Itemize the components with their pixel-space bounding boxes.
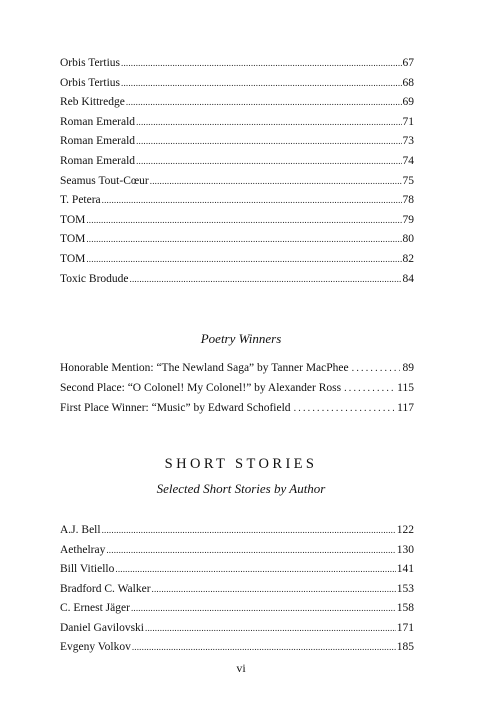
page-number: 80 [402,233,414,246]
page-number: 74 [402,155,414,167]
toc-entry [60,380,414,396]
author-name: TOM [60,233,86,246]
toc-entry [60,231,414,247]
toc-entry [60,400,414,416]
author-name: Toxic Brodude [60,272,129,285]
author-name: Seamus Tout-Cœur [60,174,149,187]
dot-leader [86,231,401,247]
dot-leader [136,153,401,169]
author-name: Evgeny Volkov [60,641,131,653]
dot-leader [294,401,395,417]
dot-leader [86,251,401,267]
dot-leader [352,361,400,377]
author-name: TOM [60,213,86,226]
page-number: 122 [396,524,414,536]
dot-leader [132,639,396,655]
author-name: C. Ernest Jäger [60,602,130,614]
author-name: Reb Kittredge [60,96,125,109]
page-number: 67 [402,57,414,69]
page-number: 71 [402,115,414,128]
dot-leader [344,381,394,397]
page-number: 75 [402,174,414,187]
toc-entry [60,192,414,208]
entry-text: Second Place: “O Colonel! My Colonel!” by Alexander Ross [60,382,342,394]
dot-leader [136,114,401,130]
author-name: Orbis Tertius [60,57,120,69]
page-number: 153 [396,582,414,595]
dot-leader [136,133,401,149]
author-name: TOM [60,253,86,265]
short-stories-subheading: Selected Short Stories by Author [156,481,326,496]
page-number: 68 [402,76,414,89]
page-number: 115 [397,382,414,394]
toc-entry [60,153,414,169]
author-name: Roman Emerald [60,115,136,128]
dot-leader [106,542,395,558]
page-number: 130 [396,543,414,556]
entry-text: Honorable Mention: “The Newland Saga” by Tanner MacPhee [60,362,349,374]
toc-entry [60,620,414,636]
page-number: 78 [402,194,414,207]
page-number: 73 [402,135,414,148]
dot-leader [131,600,396,616]
page-number: 69 [402,96,414,109]
toc-entry [60,212,414,228]
poetry-winners-heading: Poetry Winners [200,331,282,346]
toc-entry [60,94,414,110]
dot-leader [102,192,402,208]
dot-leader [121,75,402,91]
page-number: 158 [396,602,414,614]
dot-leader [86,212,401,228]
author-name: Roman Emerald [60,155,136,167]
page-number: 185 [396,641,414,653]
page-number: 82 [402,253,414,265]
author-name: Bill Vitiello [60,563,115,575]
dot-leader [115,561,395,577]
page-number: 79 [402,213,414,226]
dot-leader [145,620,396,636]
author-name: Daniel Gavilovski [60,621,144,634]
dot-leader [102,522,396,538]
toc-entry [60,133,414,149]
author-name: Aethelray [60,543,106,556]
toc-entry [60,542,414,558]
page-number: 171 [396,621,414,634]
toc-entry [60,55,414,71]
toc-entry [60,600,414,616]
toc-entry [60,271,414,287]
toc-entry [60,75,414,91]
author-name: T. Petera [60,194,101,207]
toc-entry [60,173,414,189]
dot-leader [121,55,402,71]
toc-entry [60,639,414,655]
author-name: Roman Emerald [60,135,136,148]
author-name: A.J. Bell [60,524,101,536]
short-stories-heading: SHORT STORIES [164,456,318,472]
page-number: 89 [402,362,414,374]
toc-entry [60,581,414,597]
toc-entry [60,251,414,267]
dot-leader [126,94,402,110]
dot-leader [130,271,402,287]
author-name: Orbis Tertius [60,76,120,89]
dot-leader [150,173,402,189]
page-number: 84 [402,272,414,285]
page-number: 117 [397,402,414,414]
toc-entry [60,522,414,538]
dot-leader [152,581,396,597]
page-folio: vi [236,661,246,675]
toc-entry [60,114,414,130]
entry-text: First Place Winner: “Music” by Edward Schofield [60,402,291,414]
author-name: Bradford C. Walker [60,582,151,595]
page-number: 141 [396,563,414,575]
toc-entry [60,561,414,577]
toc-entry [60,360,414,376]
